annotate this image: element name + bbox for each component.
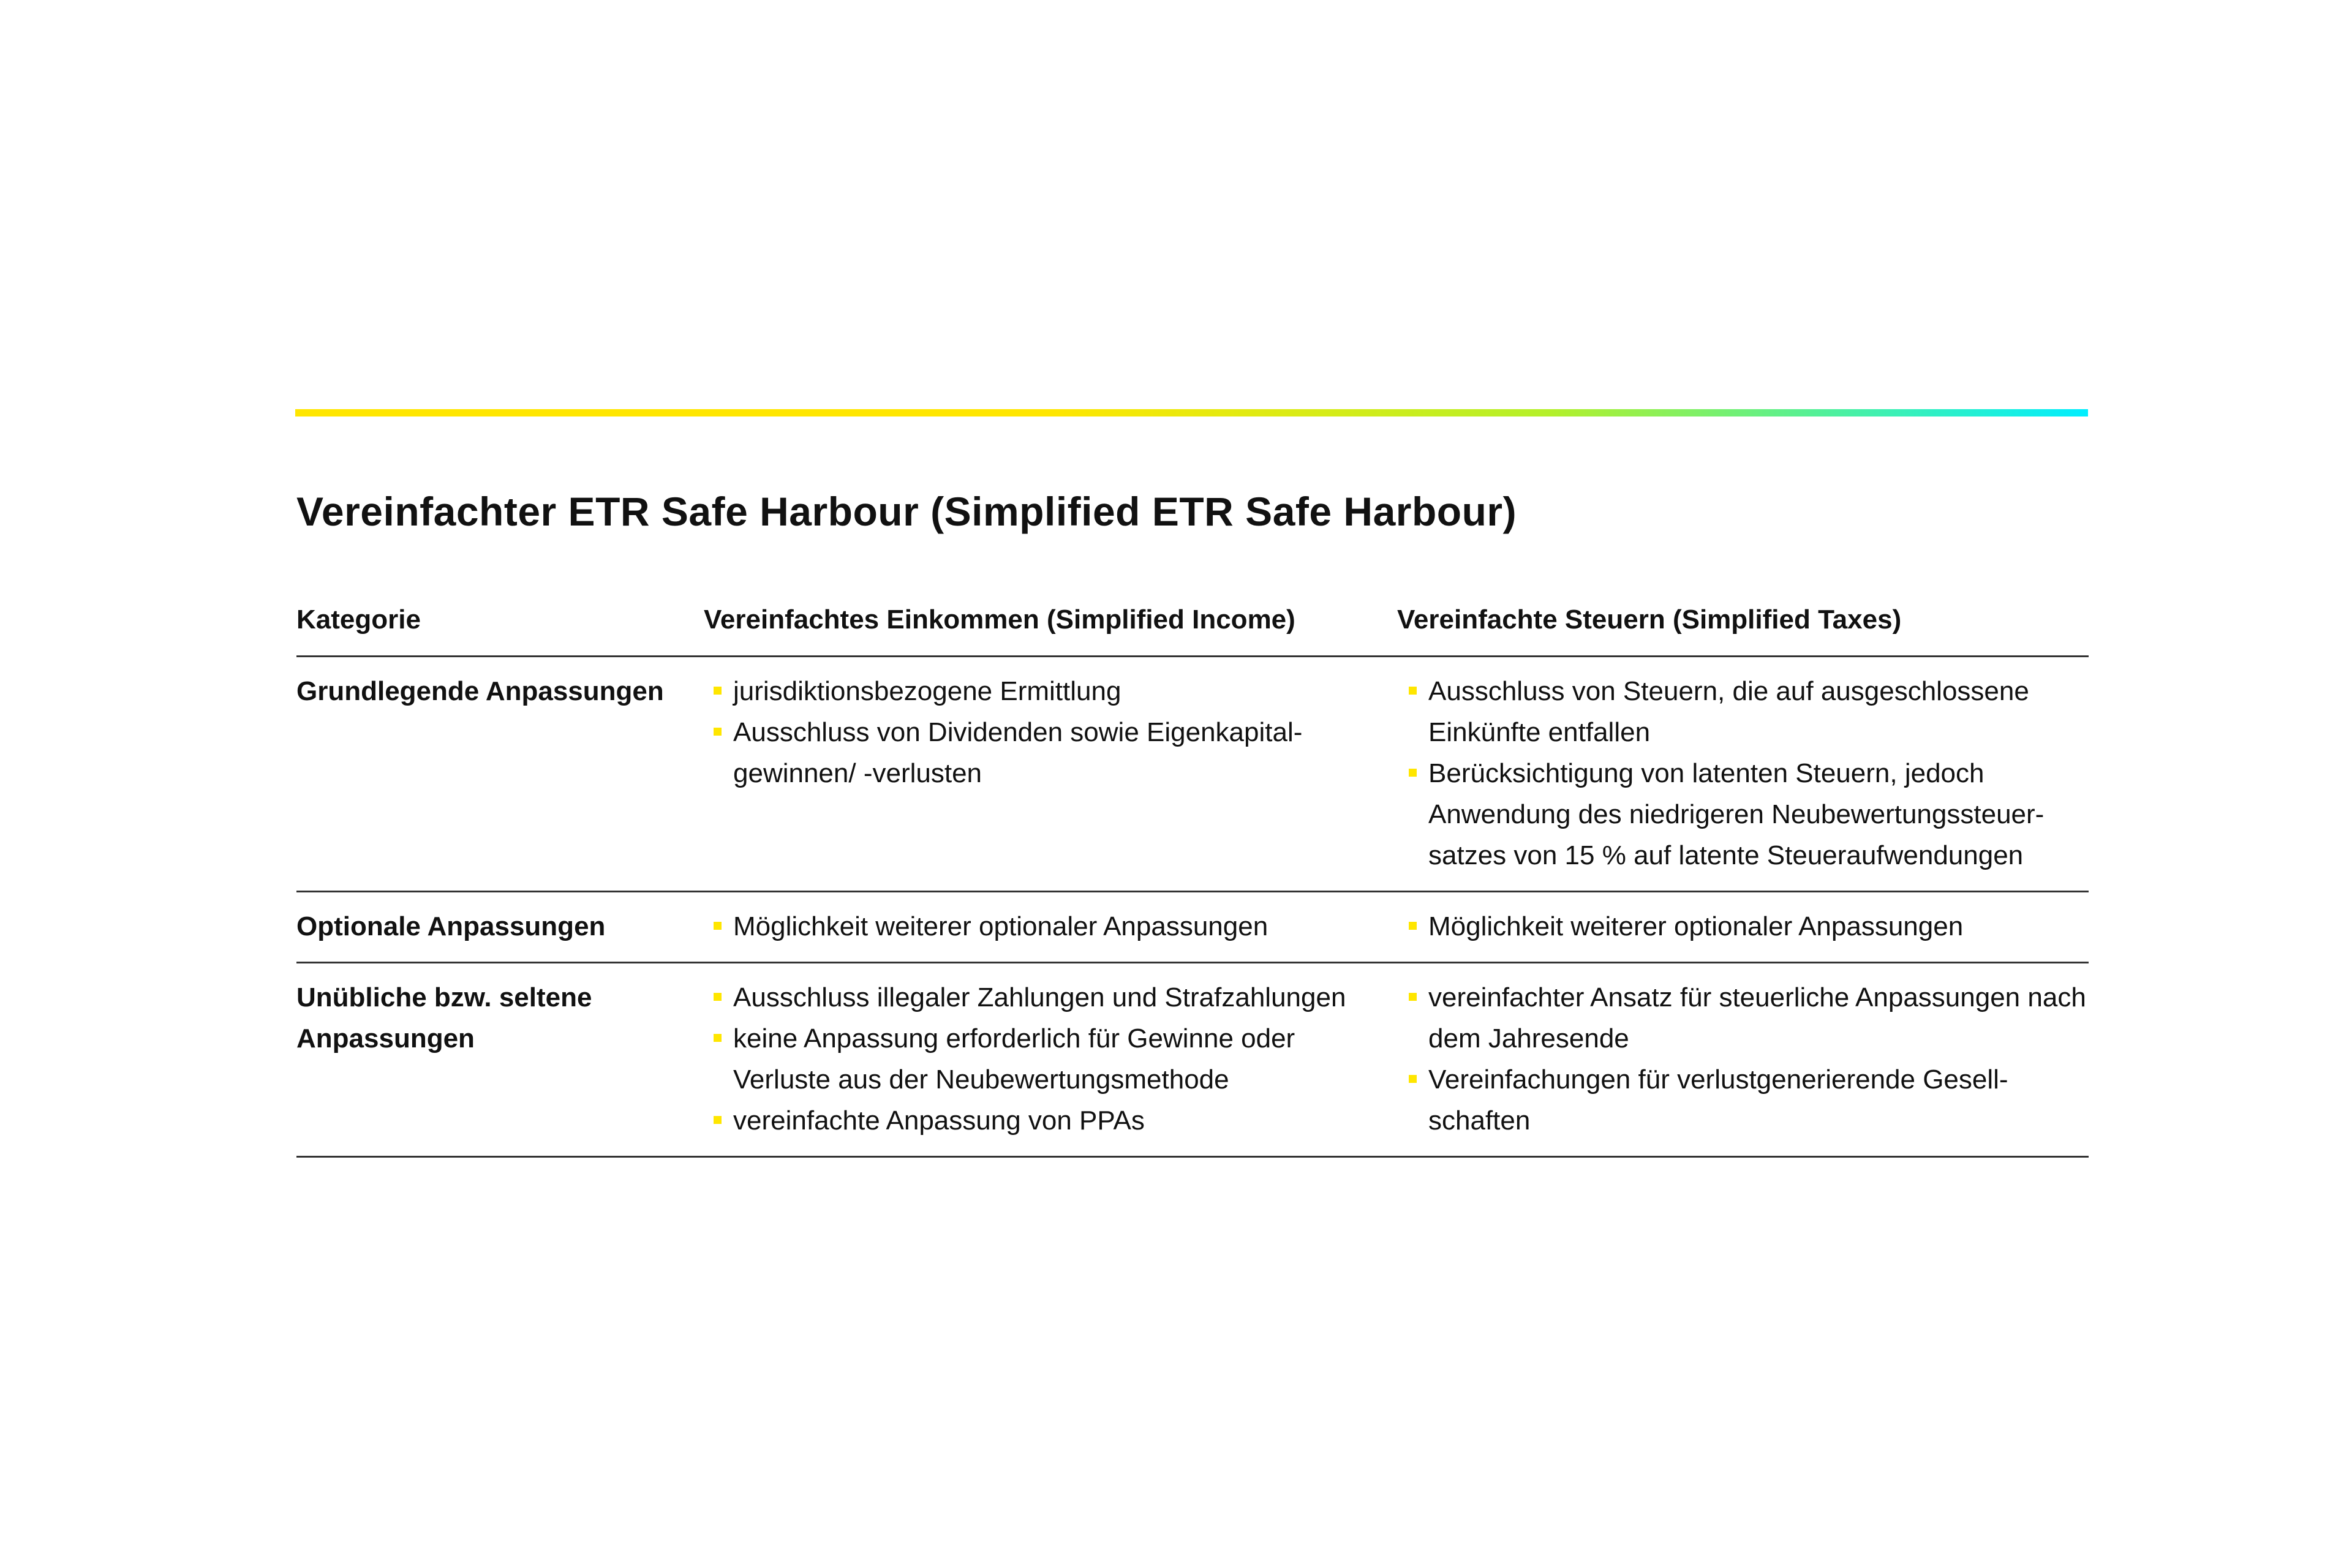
list-item (733, 906, 1397, 947)
list-item-text: Ausschluss von Steuern, die auf ausgeschlossene Einkünfte entfallen (1428, 676, 2029, 747)
header-simplified-income: Vereinfachtes Einkommen (Simplified Income) (704, 605, 1295, 635)
row-category: Optionale Anpassungen (296, 911, 606, 941)
list-item-text: Berücksichtigung von latenten Steuern, jedoch Anwendung des niedrigeren Neubewertungssteuer-satzes von 15 % auf latente Steueraufwendungen (1428, 758, 2045, 870)
list-item (733, 977, 1397, 1018)
list-item (1428, 753, 2089, 876)
page-title: Vereinfachter ETR Safe Harbour (Simplified ETR Safe Harbour) (296, 489, 1517, 534)
list-item-text: Vereinfachungen für verlustgenerierende Gesell-schaften (1428, 1065, 2008, 1136)
taxes-cell (1397, 671, 2089, 876)
taxes-cell (1397, 906, 2089, 947)
header-category: Kategorie (296, 605, 421, 635)
bullet-square-icon (1409, 993, 1417, 1001)
table-row (296, 892, 2089, 963)
bullet-square-icon (714, 1034, 722, 1042)
bullet-square-icon (714, 728, 722, 736)
list-item-text: Ausschluss von Dividenden sowie Eigenkapital-gewinnen/ -verlusten (733, 717, 1303, 788)
bullet-square-icon (714, 922, 722, 930)
list-item-text: vereinfachter Ansatz für steuerliche Anpassungen nach dem Jahresende (1428, 982, 2086, 1054)
taxes-cell (1397, 977, 2089, 1141)
list-item-text: keine Anpassung erforderlich für Gewinne oder Verluste aus der Neubewertungsmethode (733, 1023, 1295, 1095)
list-item-text: Ausschluss illegaler Zahlungen und Strafzahlungen (733, 982, 1346, 1012)
income-cell (704, 671, 1397, 876)
table-row (296, 963, 2089, 1158)
gradient-accent-bar (295, 409, 2088, 417)
row-category: Unübliche bzw. seltene Anpassungen (296, 982, 592, 1054)
bullet-square-icon (1409, 1075, 1417, 1083)
list-item (1428, 906, 2089, 947)
bullet-square-icon (714, 687, 722, 695)
bullet-square-icon (714, 993, 722, 1001)
row-category: Grundlegende Anpassungen (296, 676, 664, 706)
income-cell (704, 906, 1397, 947)
income-list (704, 977, 1397, 1141)
list-item (733, 1100, 1397, 1141)
list-item (733, 671, 1397, 712)
income-list (704, 906, 1397, 947)
taxes-list (1397, 671, 2089, 876)
list-item-text: jurisdiktionsbezogene Ermittlung (733, 676, 1121, 706)
safe-harbour-table (296, 601, 2089, 1158)
bullet-square-icon (1409, 769, 1417, 777)
income-list (704, 671, 1397, 794)
list-item (1428, 1059, 2089, 1141)
bullet-square-icon (714, 1116, 722, 1124)
list-item (733, 1018, 1397, 1100)
taxes-list (1397, 977, 2089, 1141)
list-item-text: Möglichkeit weiterer optionaler Anpassungen (1428, 911, 1964, 941)
header-simplified-taxes: Vereinfachte Steuern (Simplified Taxes) (1397, 605, 1902, 635)
list-item (1428, 977, 2089, 1059)
bullet-square-icon (1409, 687, 1417, 695)
table-row (296, 657, 2089, 892)
list-item-text: Möglichkeit weiterer optionaler Anpassungen (733, 911, 1268, 941)
list-item-text: vereinfachte Anpassung von PPAs (733, 1106, 1145, 1136)
list-item (733, 712, 1397, 794)
bullet-square-icon (1409, 922, 1417, 930)
income-cell (704, 977, 1397, 1141)
taxes-list (1397, 906, 2089, 947)
list-item (1428, 671, 2089, 753)
table-header-row (296, 601, 2089, 657)
